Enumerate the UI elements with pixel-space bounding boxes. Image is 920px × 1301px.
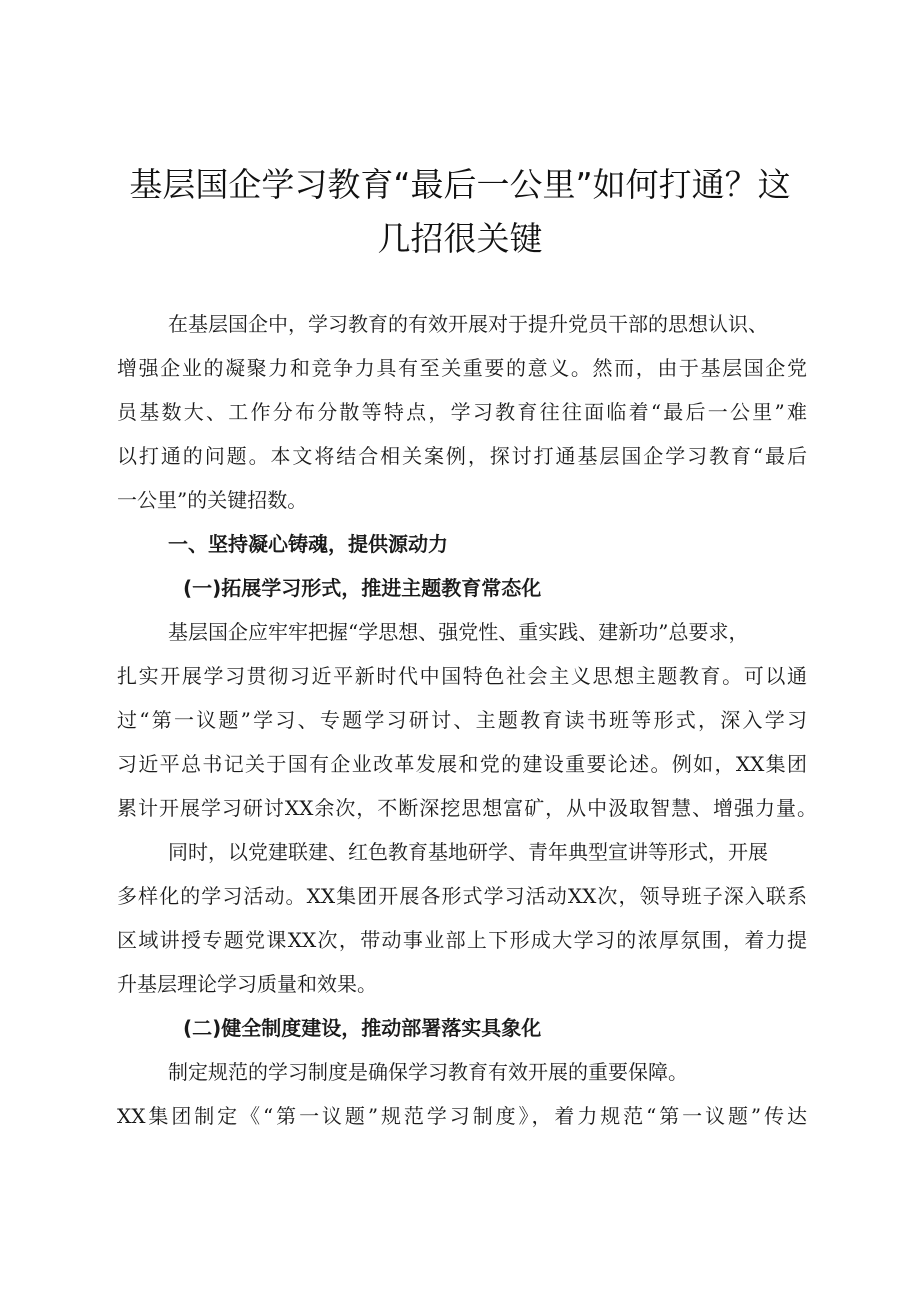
body-line: 基层国企应牢牢把握“学思想、强党性、重实践、建新功”总要求， — [168, 620, 749, 644]
intro-line: 增强企业的凝聚力和竞争力具有至关重要的意义。然而，由于基层国企党 — [117, 356, 807, 380]
body-line: 习近平总书记关于国有企业改革发展和党的建设重要论述。例如，XX集团 — [117, 752, 807, 776]
body-line: 区域讲授专题党课XX次，带动事业部上下形成大学习的浓厚氛围，着力提 — [117, 928, 807, 952]
body-line: 升基层理论学习质量和效果。 — [117, 972, 377, 996]
intro-line: 员基数大、工作分布分散等特点，学习教育往往面临着“最后一公里”难 — [117, 400, 807, 424]
body-line: 扎实开展学习贯彻习近平新时代中国特色社会主义思想主题教育。可以通 — [117, 664, 807, 688]
section-heading: 一、坚持凝心铸魂，提供源动力 — [168, 532, 448, 556]
subsection-heading: (二)健全制度建设，推动部署落实具象化 — [183, 1016, 542, 1040]
body-line: 多样化的学习活动。XX集团开展各形式学习活动XX次，领导班子深入联系 — [117, 884, 807, 908]
body-line: 累计开展学习研讨XX余次，不断深挖思想富矿，从中汲取智慧、增强力量。 — [117, 796, 817, 820]
document-title-line-2: 几招很关键 — [377, 219, 543, 258]
subsection-heading: (一)拓展学习形式，推进主题教育常态化 — [183, 576, 542, 600]
intro-line: 在基层国企中，学习教育的有效开展对于提升党员干部的思想认识、 — [168, 312, 768, 336]
body-line: 制定规范的学习制度是确保学习教育有效开展的重要保障。 — [168, 1060, 688, 1084]
body-line: XX集团制定《“第一议题”规范学习制度》，着力规范“第一议题”传达 — [117, 1104, 807, 1128]
intro-line: 一公里”的关键招数。 — [117, 488, 308, 512]
body-line: 同时，以党建联建、红色教育基地研学、青年典型宣讲等形式，开展 — [168, 840, 768, 864]
document-title-line-1: 基层国企学习教育“最后一公里”如何打通？这 — [129, 165, 791, 204]
intro-line: 以打通的问题。本文将结合相关案例，探讨打通基层国企学习教育“最后 — [117, 444, 807, 468]
body-line: 过“第一议题”学习、专题学习研讨、主题教育读书班等形式，深入学习 — [117, 708, 807, 732]
